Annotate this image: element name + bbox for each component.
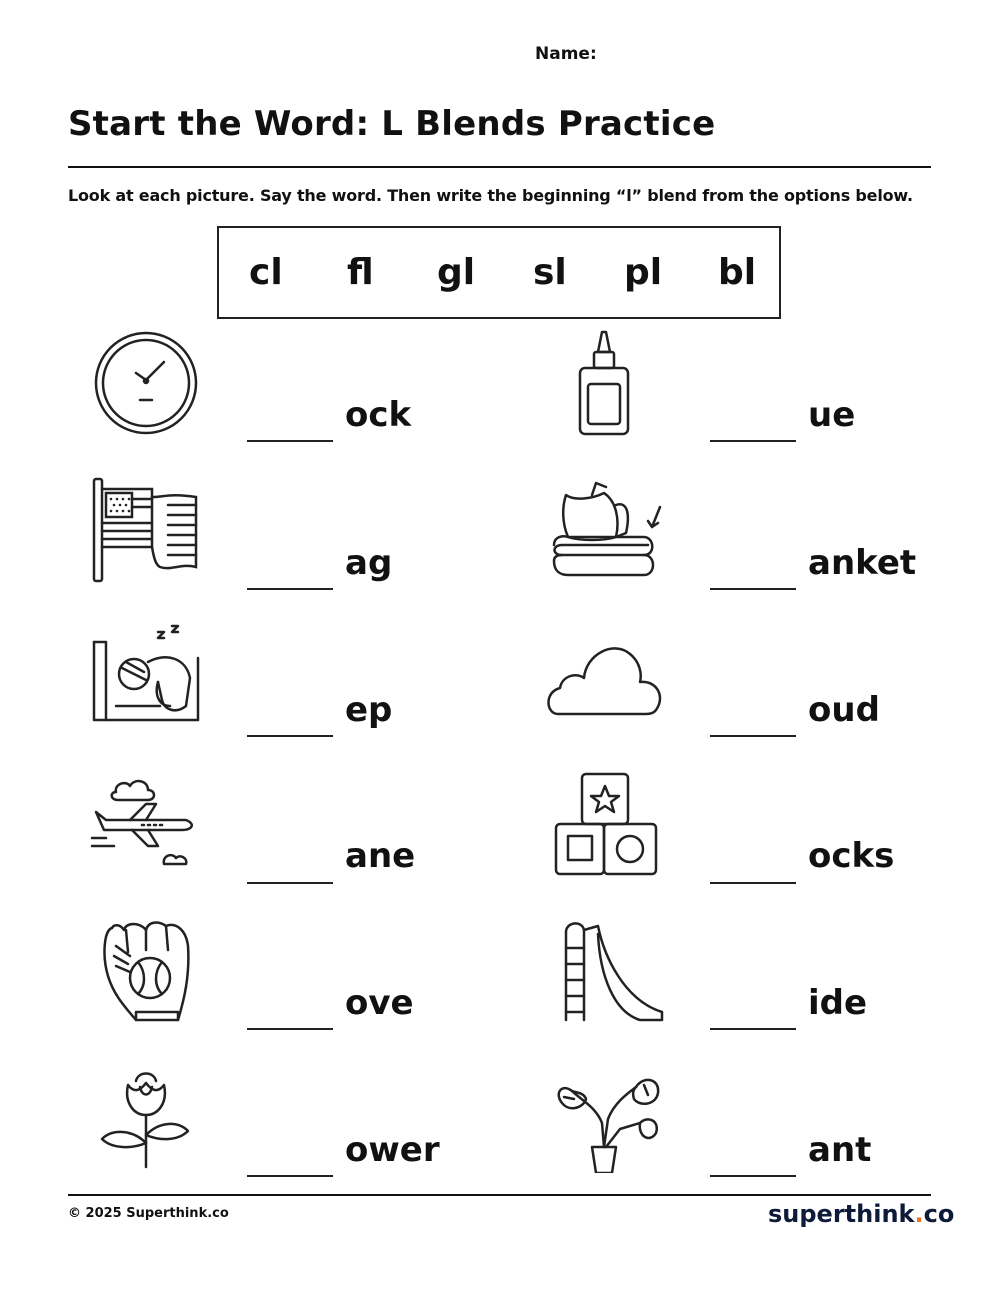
instructions: Look at each picture. Say the word. Then write the beginning “l” blend from the options below. (68, 186, 913, 205)
option-bl: bl (718, 252, 757, 293)
title-rule (68, 166, 931, 168)
option-sl: sl (533, 252, 567, 293)
answer-blank[interactable] (710, 440, 796, 442)
sleep-icon (86, 622, 206, 732)
brand-logo (768, 1200, 954, 1228)
answer-blank[interactable] (710, 588, 796, 590)
word-ending: ue (808, 395, 856, 435)
word-ending: ower (345, 1130, 440, 1170)
word-ending: ag (345, 543, 393, 583)
option-cl: cl (249, 252, 283, 293)
word-ending: anket (808, 543, 917, 583)
word-ending: ant (808, 1130, 872, 1170)
blocks-icon (544, 770, 664, 880)
option-pl: pl (624, 252, 663, 293)
word-ending: oud (808, 690, 880, 730)
plane-icon (86, 770, 206, 880)
options-box (217, 226, 781, 319)
word-ending: ocks (808, 836, 895, 876)
answer-blank[interactable] (710, 1028, 796, 1030)
answer-blank[interactable] (710, 735, 796, 737)
answer-blank[interactable] (247, 588, 333, 590)
word-ending: ove (345, 983, 414, 1023)
brand-tld: co (923, 1200, 955, 1228)
glue-icon (544, 328, 664, 438)
brand-dot: . (914, 1200, 924, 1228)
name-label: Name: (535, 44, 597, 64)
answer-blank[interactable] (247, 1175, 333, 1177)
glove-icon (86, 916, 206, 1026)
blanket-icon (544, 475, 664, 585)
word-ending: ep (345, 690, 393, 730)
answer-blank[interactable] (247, 440, 333, 442)
word-ending: ock (345, 395, 412, 435)
clock-icon (86, 328, 206, 438)
footer-rule (68, 1194, 931, 1196)
answer-blank[interactable] (247, 1028, 333, 1030)
page-title: Start the Word: L Blends Practice (68, 104, 716, 144)
flag-icon (86, 475, 206, 585)
word-ending: ide (808, 983, 868, 1023)
answer-blank[interactable] (247, 882, 333, 884)
brand-main: superthink (768, 1200, 915, 1228)
option-fl: fl (347, 252, 374, 293)
slide-icon (544, 916, 664, 1026)
word-ending: ane (345, 836, 416, 876)
cloud-icon (544, 622, 664, 732)
plant-icon (544, 1063, 664, 1173)
answer-blank[interactable] (247, 735, 333, 737)
answer-blank[interactable] (710, 882, 796, 884)
flower-icon (86, 1063, 206, 1173)
answer-blank[interactable] (710, 1175, 796, 1177)
option-gl: gl (437, 252, 476, 293)
copyright: © 2025 Superthink.co (68, 1206, 229, 1221)
